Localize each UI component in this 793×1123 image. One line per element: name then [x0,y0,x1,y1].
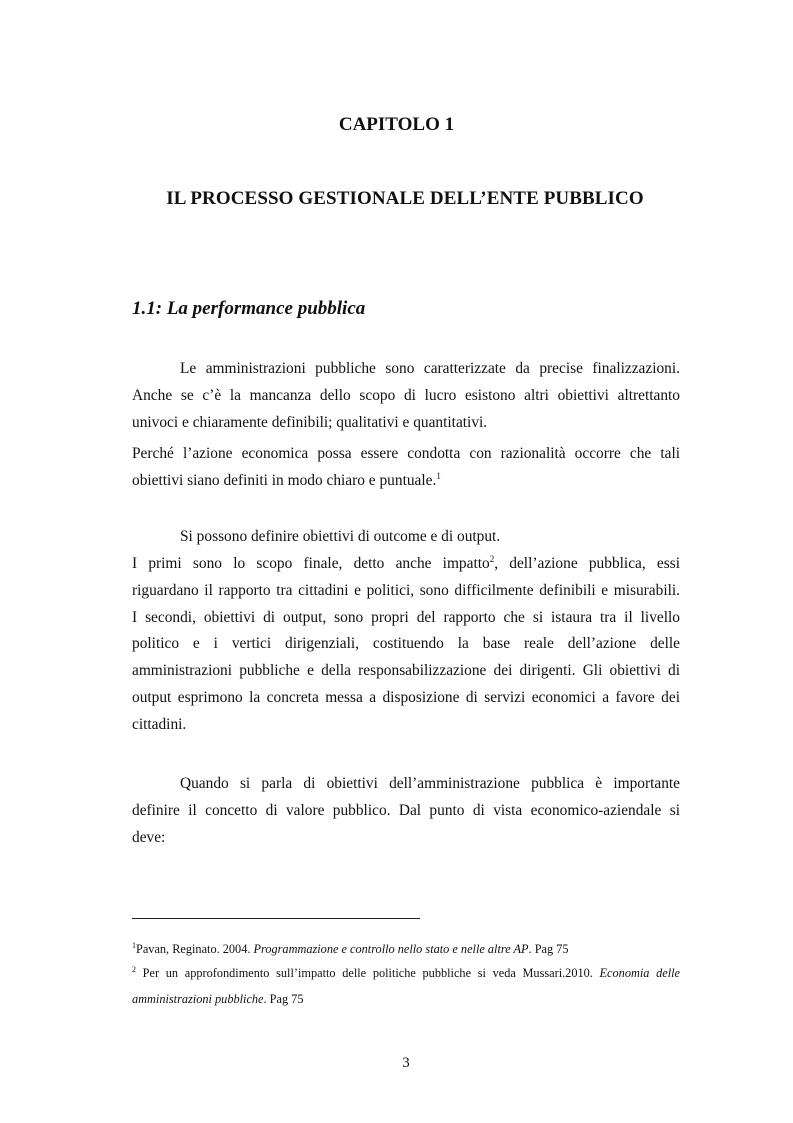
paragraph-3 [132,524,680,551]
paragraph-line: Quando si parla di obiettivi dell’amministrazione pubblica è importante [180,775,680,792]
paragraph-text: obiettivi siano definiti in modo chiaro e puntuale. [132,471,437,489]
footnote-1 [132,936,680,962]
footnote-text: . Pag 75 [263,992,304,1006]
footnote-mark: 1 [132,940,136,950]
footnote-italic: amministrazioni pubbliche [132,992,264,1006]
paragraph-1 [132,356,680,436]
paragraph-2 [132,441,680,495]
footnote-2 [132,960,680,1012]
footnote-line [132,986,680,1012]
paragraph-line [132,551,680,578]
section-heading: 1.1: La performance pubblica [132,298,366,319]
chapter-label: CAPITOLO 1 [338,114,455,135]
paragraph-line: deve: [132,828,166,846]
footnote-line [132,960,680,986]
paragraph-4 [132,551,680,739]
footnote-text: . Pag 75 [528,942,569,956]
footnote-reference[interactable]: 1 [436,470,441,481]
chapter-title: IL PROCESSO GESTIONALE DELL’ENTE PUBBLICO [166,188,644,209]
paragraph-line [132,468,680,495]
paragraph-line: Si possono definire obiettivi di outcome e di output. [180,528,501,545]
paragraph-5 [132,771,680,851]
paragraph-text: I primi sono lo scopo finale, detto anche impatto [132,555,490,572]
footnote-text: Per un approfondimento sull’impatto delle politiche pubbliche si veda Mussari.2010. [136,966,600,980]
paragraph-line: Perché l’azione economica possa essere condotta con razionalità occorre che tali [132,445,680,462]
page-number: 3 [402,1055,410,1071]
paragraph-line: Anche se c’è la mancanza dello scopo di lucro esistono altri obiettivi altrettanto [132,386,680,404]
paragraph-text: , dell’azione pubblica, essi [494,555,681,572]
paragraph-line: Le amministrazioni pubbliche sono caratterizzate da precise finalizzazioni. [180,360,680,377]
footnote-italic: Programmazione e controllo nello stato e nelle altre AP [253,942,529,956]
footnote-italic: Economia delle [599,966,680,980]
paragraph-line: riguardano il rapporto tra cittadini e politici, sono difficilmente definibili e misurabili. [132,581,680,599]
footnote-mark: 2 [132,964,136,974]
paragraph-line: politico e i vertici dirigenziali, costituendo la base reale dell’azione delle [132,635,680,653]
footnote-reference[interactable]: 2 [489,553,495,564]
paragraph-line: output esprimono la concreta messa a disposizione di servizi economici a favore dei [132,688,680,706]
paragraph-line: amministrazioni pubbliche e della responsabilizzazione dei dirigenti. Gli obiettivi di [132,662,680,680]
footnote-separator [132,918,420,919]
paragraph-line: I secondi, obiettivi di output, sono propri del rapporto che si istaura tra il livello [132,608,680,626]
footnote-text: Pavan, Reginato. 2004. [136,942,254,956]
paragraph-line: univoci e chiaramente definibili; qualitativi e quantitativi. [132,413,488,431]
paragraph-line: cittadini. [132,715,187,733]
paragraph-line: definire il concetto di valore pubblico. Dal punto di vista economico-aziendale si [132,801,680,819]
